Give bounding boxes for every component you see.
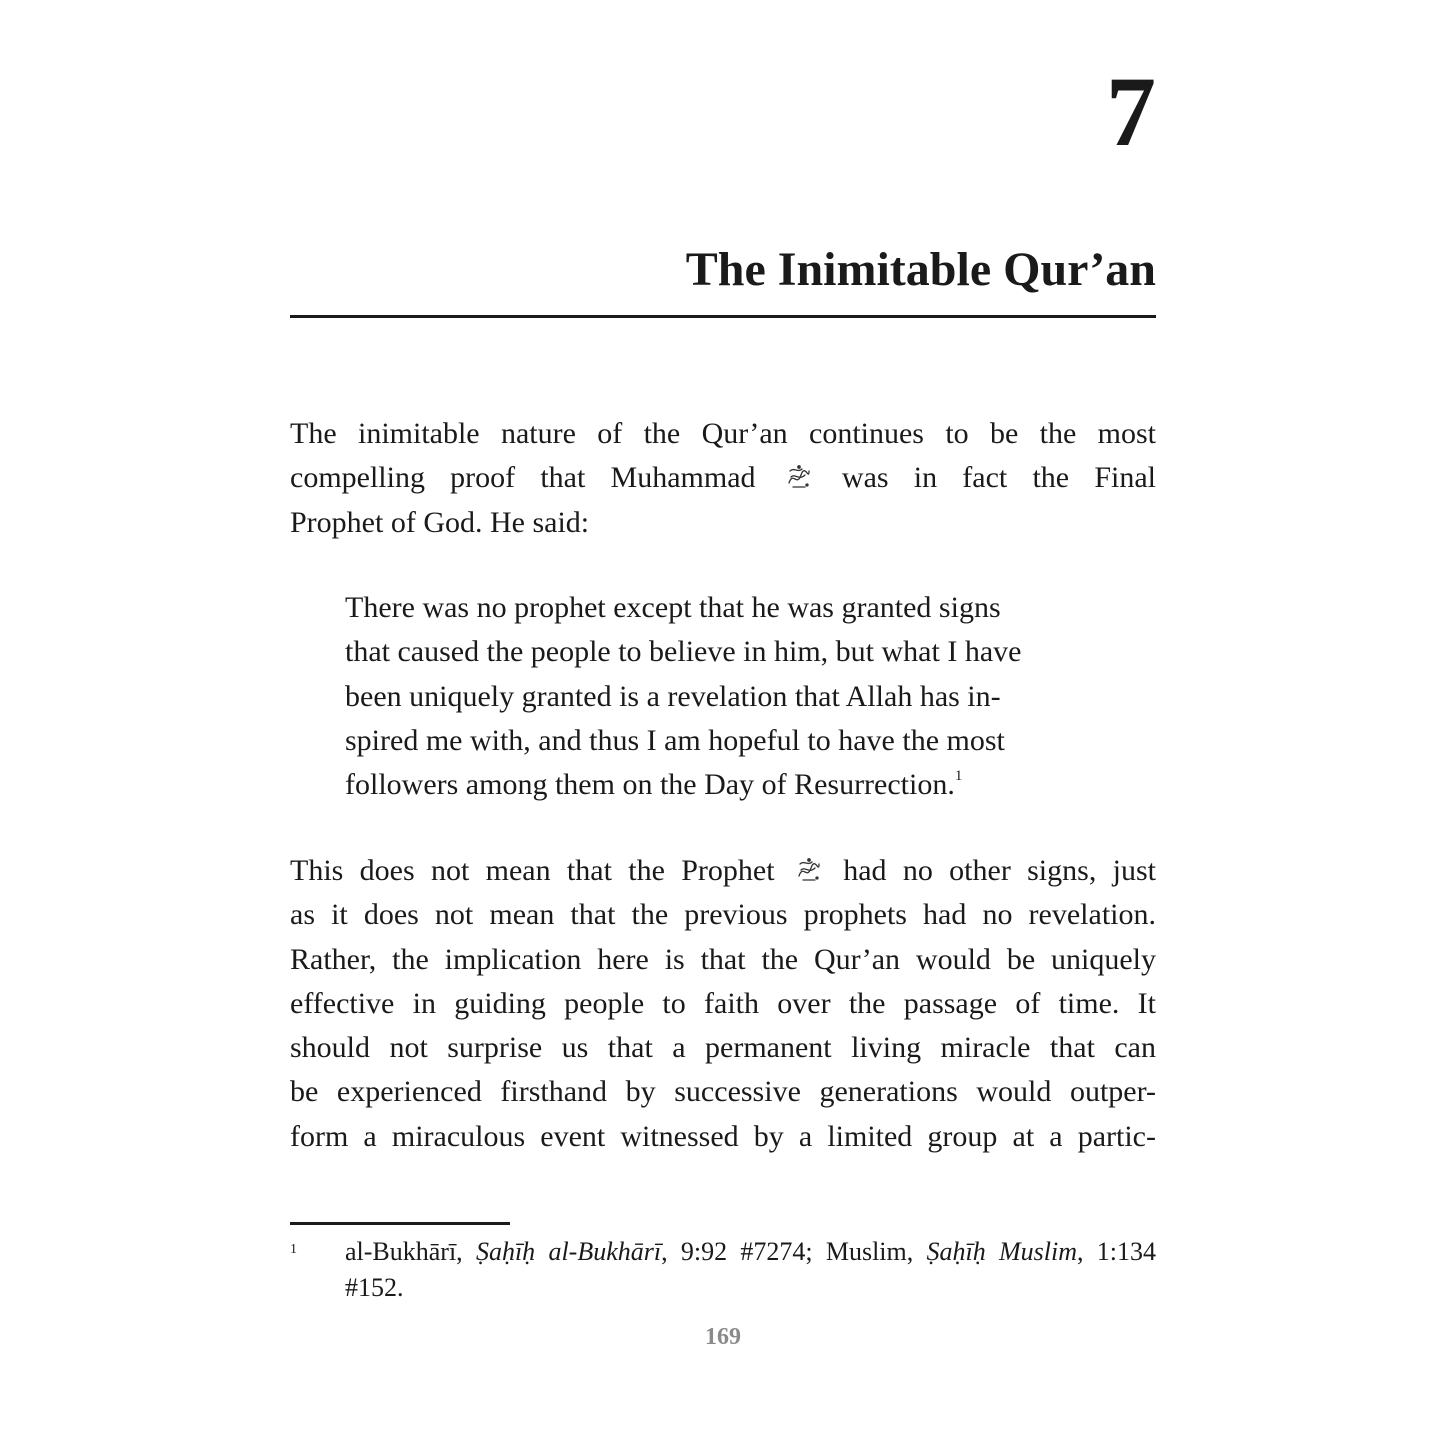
text-segment: This does not mean that the Prophet — [290, 854, 775, 887]
footnote-source-title: Ṣaḥīḥ Muslim — [926, 1237, 1078, 1266]
quote-line: spired me with, and thus I am hopeful to have the most — [345, 723, 1005, 757]
book-page — [290, 0, 1156, 1445]
text-line: effective in guiding people to faith over the passage of time. It — [290, 986, 1156, 1020]
footnote-segment: , 9:92 #7274; Muslim, — [661, 1237, 927, 1266]
quote-line: There was no prophet except that he was granted signs — [345, 591, 1001, 624]
salawat-calligraphy-icon — [795, 856, 823, 884]
footnote-line — [345, 1234, 1156, 1270]
text-segment: was in fact the Final — [841, 461, 1156, 495]
text-line: Prophet of God. He said: — [290, 505, 590, 539]
text-line: as it does not mean that the previous prophets had no revelation. — [290, 898, 1156, 932]
text-line: should not surprise us that a permanent living miracle that can — [290, 1031, 1156, 1065]
page-number: 169 — [705, 1324, 741, 1350]
text-line — [290, 849, 1156, 893]
text-segment: compelling proof that Muhammad — [290, 461, 756, 495]
quote-line — [345, 763, 1101, 807]
quote-line: been uniquely granted is a revelation that Allah has in- — [345, 679, 1001, 713]
text-line: be experienced firsthand by successive generations would outper- — [290, 1075, 1156, 1109]
quote-line: that caused the people to believe in him, but what I have — [345, 635, 1022, 669]
footnote-source-title: Ṣaḥīḥ al-Bukhārī — [475, 1237, 662, 1266]
footnote-text — [345, 1234, 1156, 1306]
footnote-reference[interactable]: 1 — [954, 768, 963, 785]
footnote-rule — [290, 1222, 510, 1225]
hadith-quote — [345, 586, 1101, 807]
paragraph-intro — [290, 412, 1156, 545]
text-segment: had no other signs, just — [843, 854, 1156, 887]
text-line: The inimitable nature of the Qur’an continues to be the most — [290, 417, 1156, 450]
text-line: form a miraculous event witnessed by a limited group at a partic- — [290, 1119, 1156, 1153]
salawat-calligraphy-icon — [785, 463, 813, 491]
quote-text: followers among them on the Day of Resurrection. — [345, 768, 955, 802]
footnote-segment: , 1:134 — [1077, 1237, 1157, 1266]
text-line: Rather, the implication here is that the Qur’an would be uniquely — [290, 942, 1156, 976]
footnote-number: 1 — [290, 1242, 297, 1257]
footnote-line: #152. — [345, 1273, 404, 1302]
chapter-title: The Inimitable Qur’an — [685, 243, 1156, 296]
footnote-segment: al-Bukhārī, — [345, 1237, 476, 1266]
title-rule — [290, 315, 1156, 318]
paragraph-body — [290, 849, 1156, 1159]
text-line — [290, 456, 1156, 500]
chapter-number: 7 — [1106, 56, 1156, 167]
